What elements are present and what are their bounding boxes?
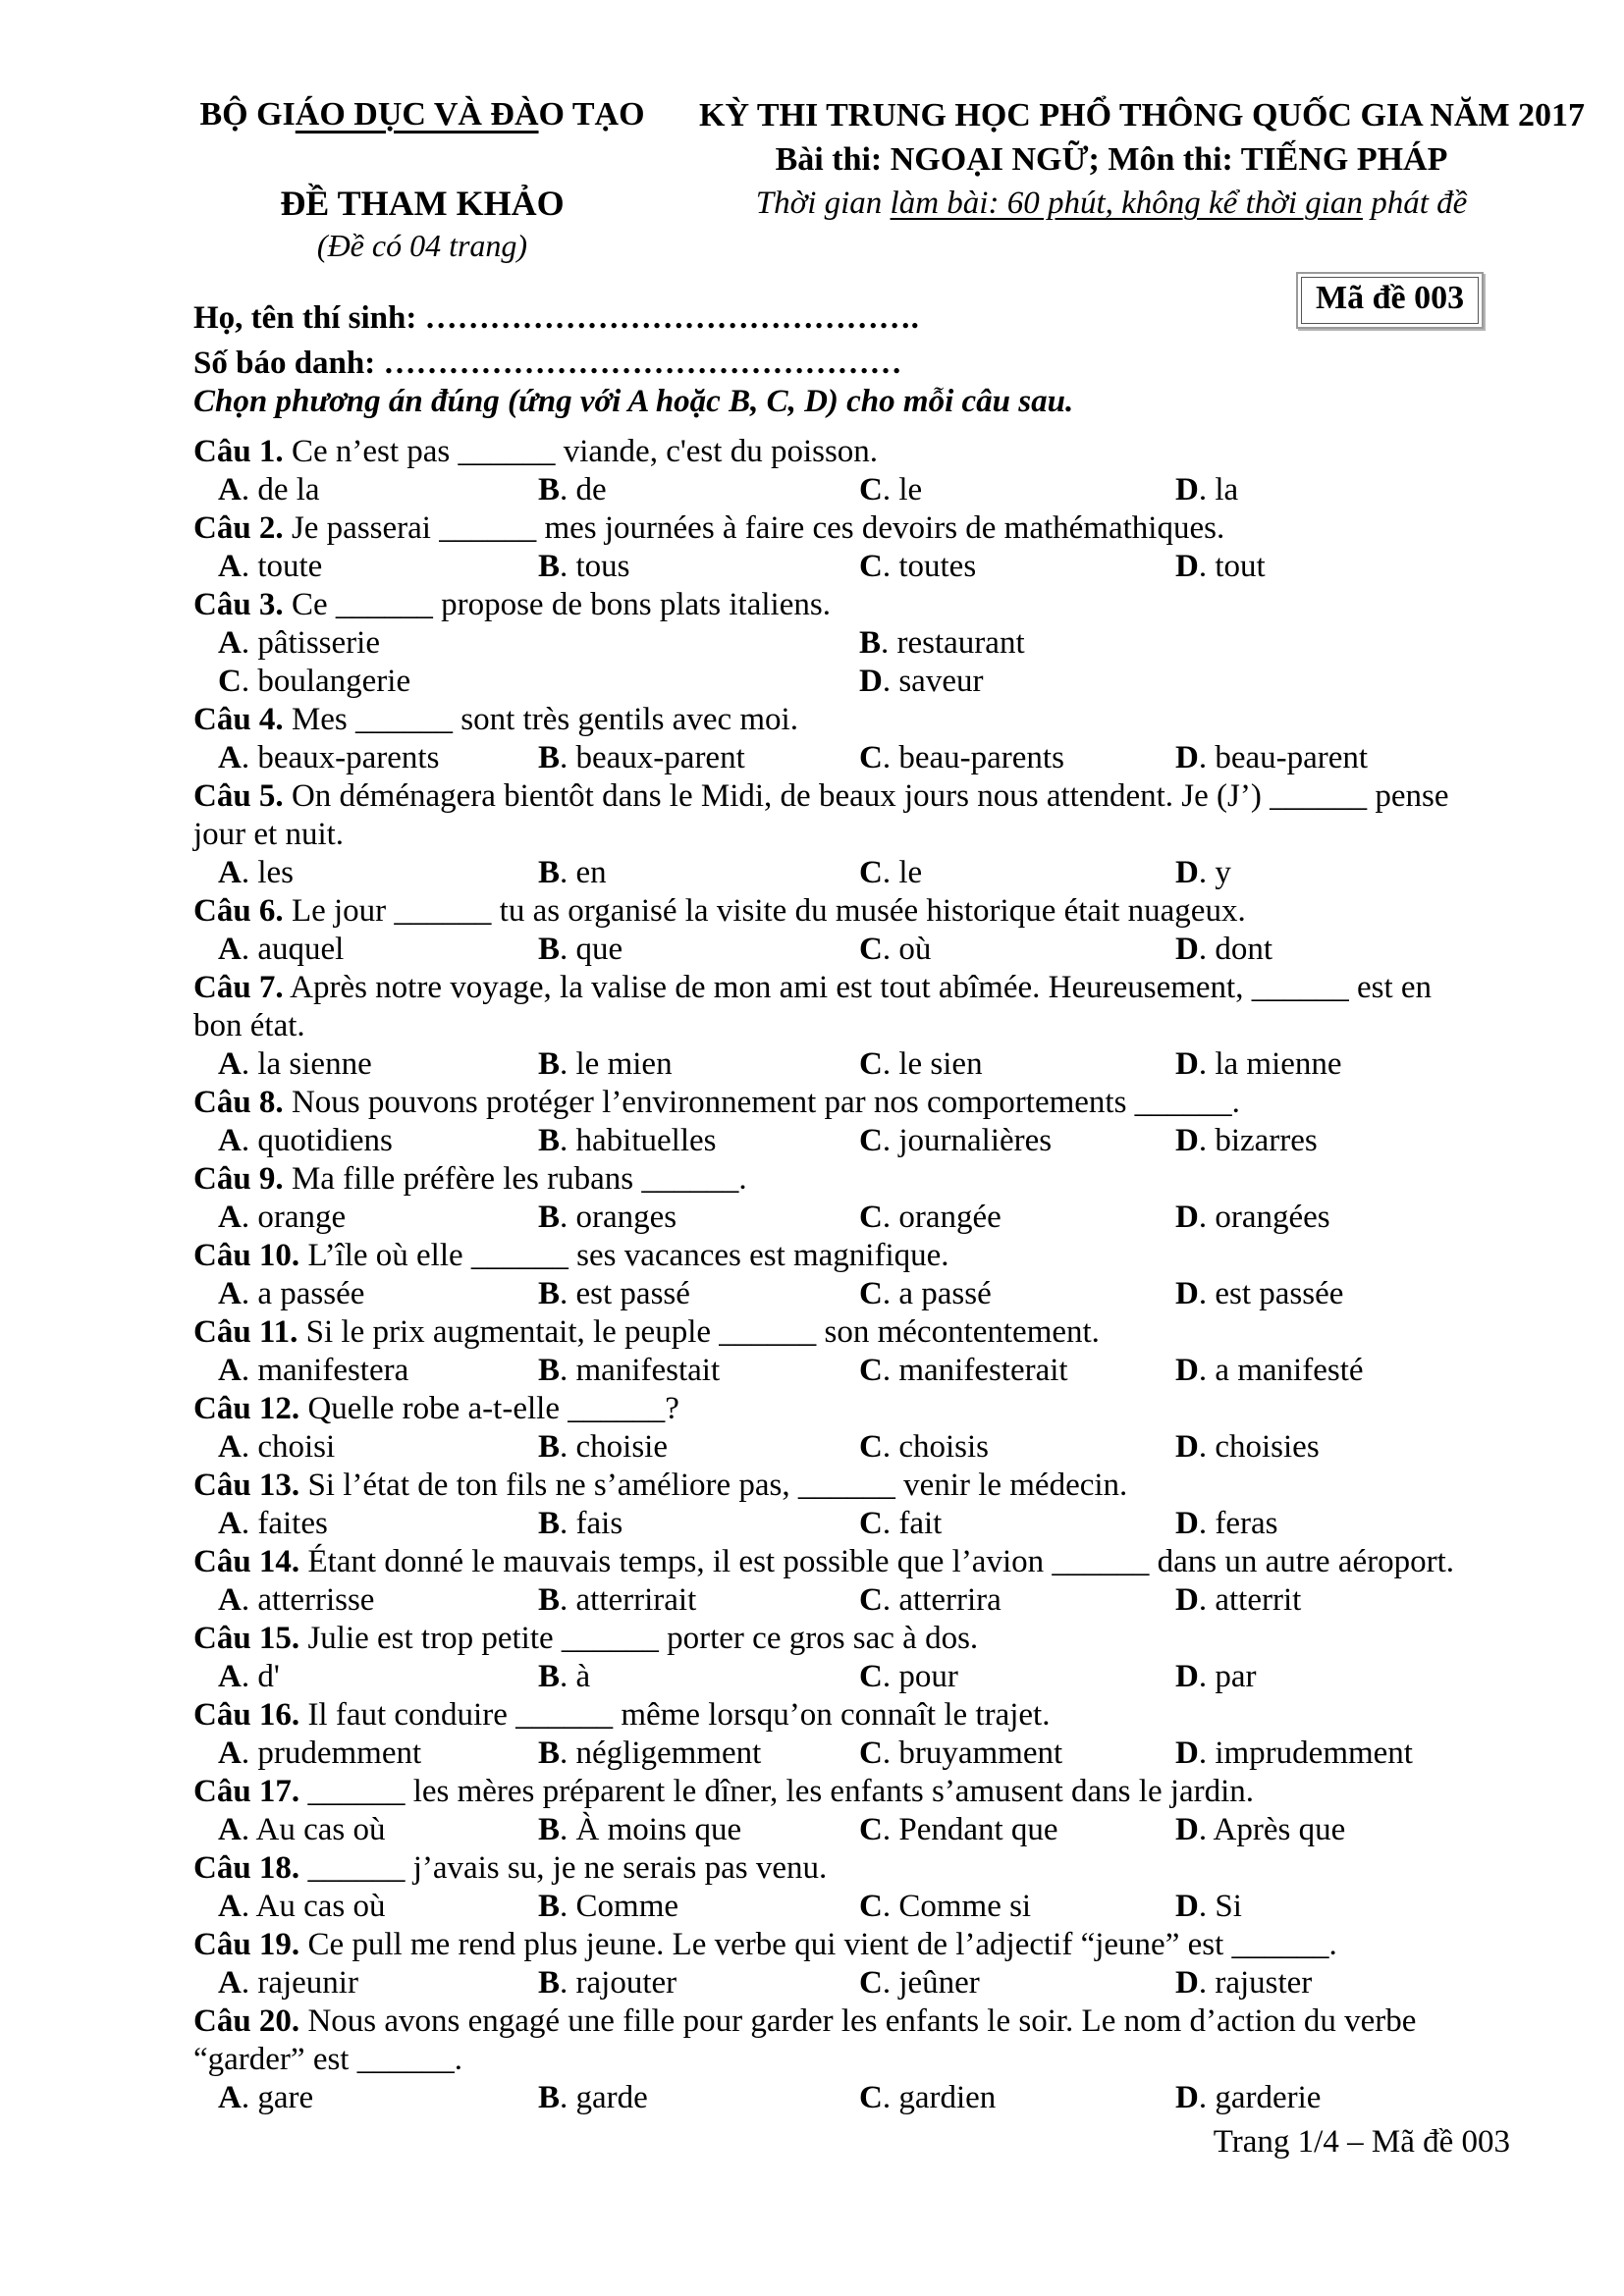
question-line: Câu 4. Mes ______ sont très gentils avec moi.: [193, 702, 798, 737]
option: B. À moins que: [538, 1812, 742, 1847]
option: B. fais: [538, 1506, 623, 1541]
option: A. gare: [218, 2080, 314, 2115]
option-row: [218, 1811, 1512, 1849]
option-letter: C: [859, 1506, 883, 1541]
question-number: Câu 5.: [193, 778, 284, 814]
question-line: Câu 5. On déménagera bientôt dans le Midi, de beaux jours nous attendent. Je (J’) ______ pense: [193, 778, 1449, 814]
page-count-note: (Đề có 04 trang): [316, 228, 528, 263]
option-letter: C: [859, 1046, 883, 1082]
question-line: Câu 10. L’île où elle ______ ses vacances est magnifique.: [193, 1238, 949, 1273]
option: C. orangée: [859, 1200, 1001, 1235]
option-letter: C: [859, 932, 883, 967]
option-row: [218, 1658, 1512, 1696]
exam-code-box: [1296, 272, 1484, 329]
option: A. faites: [218, 1506, 328, 1541]
option-letter: C: [859, 1812, 883, 1847]
option: D. par: [1175, 1659, 1257, 1694]
option-row: [218, 931, 1512, 969]
option-row: [218, 854, 1512, 892]
question: [193, 1620, 1512, 1696]
question: [193, 1696, 1512, 1773]
ministry-underlined: ÁO DỤC VÀ ĐÀ: [295, 96, 539, 133]
question-line: bon état.: [193, 1008, 305, 1043]
option: B. en: [538, 855, 607, 890]
question-line: Câu 16. Il faut conduire ______ même lorsqu’on connaît le trajet.: [193, 1697, 1051, 1733]
option: C. le sien: [859, 1046, 983, 1082]
option: D. rajuster: [1175, 1965, 1313, 2001]
question-line: Câu 2. Je passerai ______ mes journées à faire ces devoirs de mathémathiques.: [193, 510, 1225, 546]
question: [193, 701, 1512, 777]
ministry-line: [137, 93, 707, 136]
question: [193, 1390, 1512, 1467]
option: B. garde: [538, 2080, 648, 2115]
question-line: jour et nuit.: [193, 817, 345, 852]
option-letter: C: [859, 740, 883, 775]
option: C. manifesterait: [859, 1353, 1068, 1388]
page-footer: Trang 1/4 – Mã đề 003: [1213, 2124, 1510, 2160]
option: A. a passée: [218, 1276, 365, 1311]
exam-code-label: Mã đề 003: [1301, 277, 1479, 324]
option-letter: A: [218, 549, 242, 584]
question-line: Câu 3. Ce ______ propose de bons plats italiens.: [193, 587, 831, 622]
option-row: [218, 1352, 1512, 1390]
question-line: Câu 8. Nous pouvons protéger l’environnement par nos comportements ______.: [193, 1085, 1240, 1120]
option-letter: D: [1175, 549, 1199, 584]
option: A. Au cas où: [218, 1889, 386, 1924]
option-letter: B: [538, 1889, 561, 1924]
question-line: Câu 1. Ce n’est pas ______ viande, c'est du poisson.: [193, 434, 879, 469]
option: C. Comme si: [859, 1889, 1032, 1924]
option-letter: D: [1175, 1276, 1199, 1311]
option-row: [218, 548, 1512, 586]
option: D. Si: [1175, 1889, 1242, 1924]
question-line: Câu 6. Le jour ______ tu as organisé la visite du musée historique était nuageux.: [193, 893, 1246, 929]
option-row: [218, 1428, 1512, 1467]
question-line: Câu 15. Julie est trop petite ______ porter ce gros sac à dos.: [193, 1621, 979, 1656]
option: A. orange: [218, 1200, 347, 1235]
option-letter: C: [859, 1276, 883, 1311]
option-letter: D: [1175, 1353, 1199, 1388]
option-letter: D: [1175, 932, 1199, 967]
option: D. saveur: [859, 664, 984, 699]
question-number: Câu 4.: [193, 702, 284, 737]
option-letter: B: [538, 1200, 561, 1235]
question-line: Câu 13. Si l’état de ton fils ne s’améliore pas, ______ venir le médecin.: [193, 1468, 1128, 1503]
question-line: Câu 17. ______ les mères préparent le dîner, les enfants s’amusent dans le jardin.: [193, 1774, 1255, 1809]
option: A. toute: [218, 549, 323, 584]
duration-underlined: làm bài: 60 phút, không kể thời gian: [890, 186, 1363, 221]
option: C. a passé: [859, 1276, 992, 1311]
option: A. rajeunir: [218, 1965, 358, 2001]
question: [193, 1160, 1512, 1237]
option: A. la sienne: [218, 1046, 372, 1082]
duration-line: [699, 182, 1524, 226]
option-letter: B: [538, 1506, 561, 1541]
question: [193, 777, 1512, 892]
option-row: [218, 1045, 1512, 1084]
option-letter: B: [538, 1046, 561, 1082]
option: A. de la: [218, 472, 320, 507]
option-letter: A: [218, 1735, 242, 1771]
question-number: Câu 7.: [193, 970, 284, 1005]
option: D. orangées: [1175, 1200, 1330, 1235]
candidate-id-line: Số báo danh: …………………………………………: [193, 346, 902, 381]
option-letter: B: [538, 549, 561, 584]
option: A. prudemment: [218, 1735, 422, 1771]
instruction-line: Chọn phương án đúng (ứng với A hoặc B, C, D) cho mỗi câu sau.: [193, 384, 1074, 419]
option-letter: B: [538, 1276, 561, 1311]
option-letter: C: [859, 1735, 883, 1771]
question-number: Câu 20.: [193, 2003, 300, 2039]
question-number: Câu 16.: [193, 1697, 300, 1733]
paper-type: ĐỀ THAM KHẢO: [280, 184, 565, 223]
option-letter: D: [1175, 1429, 1199, 1465]
question-number: Câu 19.: [193, 1927, 300, 1962]
option-letter: B: [538, 1812, 561, 1847]
option: D. a manifesté: [1175, 1353, 1364, 1388]
option-letter: D: [1175, 1735, 1199, 1771]
option-letter: A: [218, 1965, 242, 2001]
question: [193, 1237, 1512, 1313]
question: [193, 892, 1512, 969]
option: B. rajouter: [538, 1965, 677, 2001]
exam-title: KỲ THI TRUNG HỌC PHỔ THÔNG QUỐC GIA NĂM 2017: [699, 97, 1586, 133]
option-letter: A: [218, 1200, 242, 1235]
option-letter: C: [859, 1429, 883, 1465]
option: C. gardien: [859, 2080, 997, 2115]
question-number: Câu 8.: [193, 1085, 284, 1120]
option: B. tous: [538, 549, 630, 584]
option-row: [218, 1505, 1512, 1543]
option-letter: A: [218, 1582, 242, 1618]
option-letter: C: [859, 1582, 883, 1618]
option: B. oranges: [538, 1200, 677, 1235]
question-number: Câu 11.: [193, 1314, 298, 1350]
option-letter: C: [859, 1889, 883, 1924]
option-letter: A: [218, 1276, 242, 1311]
option: D. Après que: [1175, 1812, 1346, 1847]
question-line: Câu 9. Ma fille préfère les rubans ______.: [193, 1161, 747, 1197]
question: [193, 1084, 1512, 1160]
option: A. les: [218, 855, 295, 890]
option-letter: A: [218, 1506, 242, 1541]
option-letter: B: [859, 625, 882, 661]
questions-list: [193, 433, 1512, 2117]
option-letter: D: [1175, 1889, 1199, 1924]
option-letter: D: [1175, 1506, 1199, 1541]
option-letter: C: [859, 1123, 883, 1158]
option-letter: D: [1175, 1123, 1199, 1158]
option-letter: A: [218, 2080, 242, 2115]
option-letter: A: [218, 932, 242, 967]
option: A. beaux-parents: [218, 740, 440, 775]
question-line: Câu 19. Ce pull me rend plus jeune. Le verbe qui vient de l’adjectif “jeune” est ______.: [193, 1927, 1337, 1962]
option-letter: A: [218, 1812, 242, 1847]
option-letter: C: [859, 1659, 883, 1694]
question-line: Câu 20. Nous avons engagé une fille pour garder les enfants le soir. Le nom d’action du verbe: [193, 2003, 1417, 2039]
option: A. d': [218, 1659, 280, 1694]
option-letter: D: [1175, 472, 1199, 507]
option-letter: C: [859, 2080, 883, 2115]
option-letter: A: [218, 1889, 242, 1924]
option: D. est passée: [1175, 1276, 1344, 1311]
option: B. choisie: [538, 1429, 668, 1465]
option: C. le: [859, 472, 923, 507]
option-letter: D: [1175, 740, 1199, 775]
option-letter: D: [1175, 1582, 1199, 1618]
question: [193, 969, 1512, 1084]
option-letter: B: [538, 1353, 561, 1388]
option-row: [218, 471, 1512, 509]
option-letter: A: [218, 1353, 242, 1388]
option-letter: C: [859, 1965, 883, 2001]
subject-line: Bài thi: NGOẠI NGỮ; Môn thi: TIẾNG PHÁP: [775, 141, 1448, 178]
option: D. la: [1175, 472, 1239, 507]
option: C. où: [859, 932, 932, 967]
option: C. bruyamment: [859, 1735, 1063, 1771]
option: D. atterrit: [1175, 1582, 1302, 1618]
option-letter: B: [538, 1735, 561, 1771]
option: A. manifestera: [218, 1353, 409, 1388]
option: A. quotidiens: [218, 1123, 393, 1158]
option: D. feras: [1175, 1506, 1278, 1541]
option: C. jeûner: [859, 1965, 980, 2001]
question: [193, 1543, 1512, 1620]
option: B. beaux-parent: [538, 740, 745, 775]
option: B. de: [538, 472, 607, 507]
option-letter: D: [859, 664, 883, 699]
option-letter: A: [218, 855, 242, 890]
option-letter: B: [538, 472, 561, 507]
duration-pre: Thời gian: [755, 186, 891, 221]
question: [193, 586, 1512, 701]
option-letter: B: [538, 1429, 561, 1465]
question: [193, 1313, 1512, 1390]
option-letter: A: [218, 472, 242, 507]
option-letter: B: [538, 1965, 561, 2001]
option: D. imprudemment: [1175, 1735, 1413, 1771]
option: D. choisies: [1175, 1429, 1320, 1465]
option-row: [218, 1199, 1512, 1237]
question: [193, 1467, 1512, 1543]
question: [193, 2002, 1512, 2117]
option-letter: C: [859, 1353, 883, 1388]
question-number: Câu 3.: [193, 587, 284, 622]
option-letter: A: [218, 1123, 242, 1158]
option-letter: C: [859, 1200, 883, 1235]
option-row: [218, 1888, 1512, 1926]
option-letter: B: [538, 1123, 561, 1158]
option: B. négligemment: [538, 1735, 762, 1771]
option: C. le: [859, 855, 923, 890]
option: B. Comme: [538, 1889, 679, 1924]
question: [193, 433, 1512, 509]
duration-post: phát đề: [1362, 186, 1468, 221]
option-letter: B: [538, 740, 561, 775]
question: [193, 1849, 1512, 1926]
option-letter: C: [859, 549, 883, 584]
option-letter: A: [218, 1659, 242, 1694]
question-line: “garder” est ______.: [193, 2042, 462, 2077]
option-row: [218, 663, 1512, 701]
question-line: Câu 7. Après notre voyage, la valise de mon ami est tout abîmée. Heureusement, ______ est en: [193, 970, 1433, 1005]
option-letter: B: [538, 855, 561, 890]
option-letter: C: [218, 664, 242, 699]
question-number: Câu 13.: [193, 1468, 300, 1503]
option-letter: D: [1175, 1046, 1199, 1082]
option: B. habituelles: [538, 1123, 717, 1158]
option-letter: B: [538, 932, 561, 967]
option-letter: D: [1175, 2080, 1199, 2115]
option-letter: D: [1175, 1200, 1199, 1235]
candidate-info: [193, 295, 919, 386]
question-number: Câu 12.: [193, 1391, 300, 1426]
option: B. est passé: [538, 1276, 690, 1311]
option: B. restaurant: [859, 625, 1025, 661]
option-letter: A: [218, 625, 242, 661]
ministry-post: O TẠO: [538, 96, 645, 133]
option: D. dont: [1175, 932, 1273, 967]
question-line: Câu 14. Étant donné le mauvais temps, il est possible que l’avion ______ dans un autre aéroport.: [193, 1544, 1455, 1579]
question-line: Câu 12. Quelle robe a-t-elle ______?: [193, 1391, 679, 1426]
question-line: Câu 18. ______ j’avais su, je ne serais pas venu.: [193, 1850, 828, 1886]
option-letter: D: [1175, 1812, 1199, 1847]
option-row: [218, 1275, 1512, 1313]
option-letter: C: [859, 472, 883, 507]
option: C. boulangerie: [218, 664, 411, 699]
option: C. beau-parents: [859, 740, 1064, 775]
option: B. manifestait: [538, 1353, 721, 1388]
option-letter: C: [859, 855, 883, 890]
option-letter: D: [1175, 1659, 1199, 1694]
option: C. choisis: [859, 1429, 990, 1465]
option: A. auquel: [218, 932, 345, 967]
option: D. y: [1175, 855, 1231, 890]
header-right: [699, 93, 1586, 226]
question: [193, 1926, 1512, 2002]
option: C. fait: [859, 1506, 943, 1541]
option-letter: A: [218, 1046, 242, 1082]
option: B. que: [538, 932, 623, 967]
option: A. pâtisserie: [218, 625, 380, 661]
option-letter: B: [538, 1582, 561, 1618]
option-row: [218, 624, 1512, 663]
option-letter: A: [218, 1429, 242, 1465]
option: B. le mien: [538, 1046, 673, 1082]
question-number: Câu 17.: [193, 1774, 300, 1809]
option: C. pour: [859, 1659, 958, 1694]
option: B. atterrirait: [538, 1582, 697, 1618]
option: C. Pendant que: [859, 1812, 1058, 1847]
question-line: Câu 11. Si le prix augmentait, le peuple ______ son mécontentement.: [193, 1314, 1100, 1350]
option-row: [218, 739, 1512, 777]
question-number: Câu 14.: [193, 1544, 300, 1579]
option-letter: D: [1175, 855, 1199, 890]
candidate-name-line: Họ, tên thí sinh: ……………………………………….: [193, 300, 919, 336]
option: A. Au cas où: [218, 1812, 386, 1847]
question-number: Câu 6.: [193, 893, 284, 929]
option: B. à: [538, 1659, 591, 1694]
question-number: Câu 9.: [193, 1161, 284, 1197]
option: A. atterrisse: [218, 1582, 375, 1618]
header-left: [137, 93, 707, 266]
option: D. garderie: [1175, 2080, 1322, 2115]
option-letter: A: [218, 740, 242, 775]
question-number: Câu 15.: [193, 1621, 300, 1656]
ministry-pre: BỘ GI: [199, 96, 296, 133]
option-letter: B: [538, 1659, 561, 1694]
option-letter: D: [1175, 1965, 1199, 2001]
option: D. tout: [1175, 549, 1266, 584]
question-number: Câu 18.: [193, 1850, 300, 1886]
option-row: [218, 1964, 1512, 2002]
question-number: Câu 10.: [193, 1238, 300, 1273]
option: C. journalières: [859, 1123, 1053, 1158]
question-number: Câu 1.: [193, 434, 284, 469]
question: [193, 509, 1512, 586]
question: [193, 1773, 1512, 1849]
option-row: [218, 1581, 1512, 1620]
option: C. toutes: [859, 549, 977, 584]
option-row: [218, 1735, 1512, 1773]
option: D. bizarres: [1175, 1123, 1318, 1158]
option-letter: B: [538, 2080, 561, 2115]
option-row: [218, 1122, 1512, 1160]
option: C. atterrira: [859, 1582, 1001, 1618]
option: A. choisi: [218, 1429, 336, 1465]
option: D. la mienne: [1175, 1046, 1342, 1082]
option-row: [218, 2079, 1512, 2117]
question-number: Câu 2.: [193, 510, 284, 546]
option: D. beau-parent: [1175, 740, 1369, 775]
